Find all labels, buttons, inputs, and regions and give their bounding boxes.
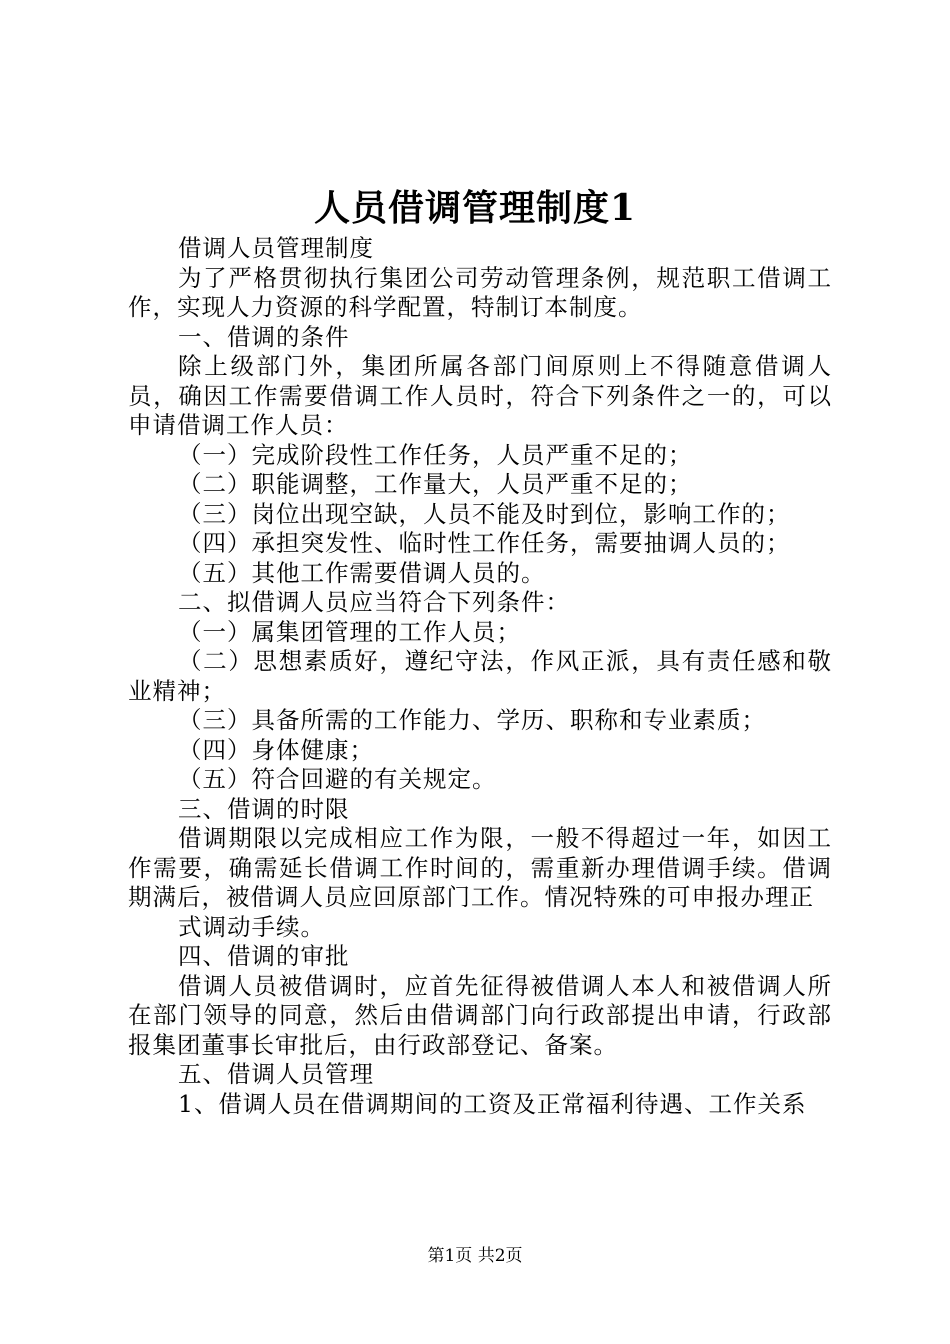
paragraph: （四）身体健康； bbox=[178, 735, 374, 764]
paragraph: （一）完成阶段性工作任务，人员严重不足的； bbox=[178, 440, 693, 469]
paragraph: 1、借调人员在借调期间的工资及正常福利待遇、工作关系 bbox=[178, 1089, 807, 1118]
document-title: 人员借调管理制度1 bbox=[313, 187, 637, 229]
document-body bbox=[128, 234, 832, 1119]
paragraph: 除上级部门外，集团所属各部门间原则上不得随意借调人员，确因工作需要借调工作人员时，符合下列条件之一的，可以申请借调工作人员： bbox=[128, 352, 832, 439]
paragraph: 四、借调的审批 bbox=[178, 942, 350, 970]
paragraph: 三、借调的时限 bbox=[178, 794, 350, 823]
paragraph: （五）其他工作需要借调人员的。 bbox=[178, 558, 546, 587]
paragraph: （三）岗位出现空缺，人员不能及时到位，影响工作的； bbox=[178, 499, 791, 528]
paragraph: 为了严格贯彻执行集团公司劳动管理条例，规范职工借调工作，实现人力资源的科学配置，特制订本制度。 bbox=[128, 263, 832, 321]
paragraph: 五、借调人员管理 bbox=[178, 1060, 374, 1088]
paragraph: （五）符合回避的有关规定。 bbox=[178, 765, 497, 793]
paragraph: 借调人员管理制度 bbox=[178, 234, 374, 262]
paragraph: 二、拟借调人员应当符合下列条件： bbox=[178, 588, 570, 616]
paragraph: 借调期限以完成相应工作为限，一般不得超过一年，如因工作需要，确需延长借调工作时间的，需重新办理借调手续。借调期满后，被借调人员应回原部门工作。情况特殊的可申报办理正 bbox=[128, 824, 832, 911]
paragraph: （二）思想素质好，遵纪守法，作风正派，具有责任感和敬业精神； bbox=[128, 647, 832, 705]
paragraph: （二）职能调整，工作量大，人员严重不足的； bbox=[178, 470, 693, 498]
paragraph: 借调人员被借调时，应首先征得被借调人本人和被借调人所在部门领导的同意，然后由借调部门向行政部提出申请，行政部报集团董事长审批后，由行政部登记、备案。 bbox=[128, 971, 832, 1059]
paragraph: 一、借调的条件 bbox=[178, 322, 350, 351]
paragraph: 式调动手续。 bbox=[178, 912, 325, 941]
page-footer: 第1页 共2页 bbox=[427, 1246, 523, 1266]
paragraph: （三）具备所需的工作能力、学历、职称和专业素质； bbox=[178, 706, 766, 734]
paragraph: （四）承担突发性、临时性工作任务，需要抽调人员的； bbox=[178, 529, 791, 557]
paragraph: （一）属集团管理的工作人员； bbox=[178, 617, 521, 646]
